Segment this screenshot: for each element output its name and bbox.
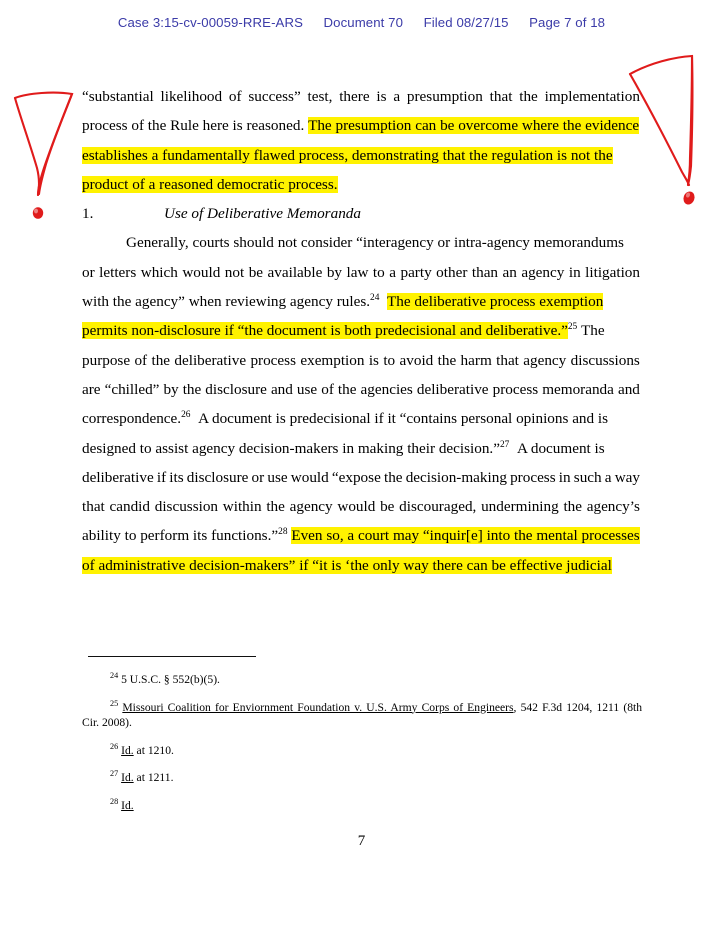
footnote-list [82,672,642,825]
page-number: 7 [357,833,366,849]
body-word: be [380,498,395,516]
body-word: that [489,88,513,105]
body-word: success” [248,88,301,105]
highlighted-text: Even so, a court may “inquir[e] into the mental processes [291,527,640,545]
body-text: process of the Rule here is reasoned. [82,117,309,135]
header-document-number: Document 70 [323,15,404,30]
body-word: “substantial [82,88,154,105]
highlighted-text: of administrative decision-makers” if “it is ‘the only way there can be effective judicial [82,556,612,574]
paragraph-success-test [82,82,640,199]
body-word: would [290,468,329,486]
body-word: process [510,468,556,486]
body-word: a [393,88,401,105]
body-word: would [337,498,376,516]
footnote-marker-25[interactable]: 25 [567,322,578,333]
footnote-id-short: Id. [121,771,134,784]
body-word: agency [523,351,567,369]
footnote-text: at 1211. [133,771,174,784]
body-line [82,258,640,287]
body-line [82,316,640,345]
body-word: such [573,468,602,486]
body-word: process [250,351,296,369]
body-text: with the agency” when reviewing agency rules. [82,293,371,311]
footnote-marker-28[interactable]: 28 [278,527,288,538]
body-word: likelihood [160,88,223,105]
body-word: process [492,380,539,398]
body-word: its [169,468,184,486]
body-word: in [558,468,571,486]
body-word: purpose [82,351,131,369]
body-word: there [339,88,370,105]
body-line [82,492,640,521]
body-word: “chilled” [104,380,160,398]
body-word: agency [289,498,333,516]
body-text: Generally, courts should not consider “interagency or intra-agency memorandums [126,234,624,252]
body-line [82,551,640,580]
body-line [82,346,640,375]
body-word: not [224,263,245,281]
body-word: or [82,263,95,281]
footnote-marker-27[interactable]: 27 [499,439,510,450]
body-word: memoranda [542,380,614,398]
footnote-text: at 1210. [133,743,174,757]
footnote-number: 24 [110,671,119,681]
body-word: avoid [399,351,434,369]
footnote-number: 26 [110,741,119,751]
body-word: and [270,380,293,398]
highlighted-text: The presumption can be overcome where the evidence [308,117,640,135]
body-word: the [266,498,285,516]
footnote-entry-24 [82,672,642,688]
body-word: the [151,351,171,369]
body-word: party [400,263,432,281]
highlighted-text: The deliberative process exemption [387,293,604,311]
body-line [82,521,640,550]
body-word: of [134,351,148,369]
body-word: way [614,468,640,486]
body-line [82,287,640,316]
body-word: to [383,351,396,369]
footnote-text: 5 U.S.C. § 552(b)(5). [121,673,220,686]
document-body [82,82,640,580]
body-text: A document is [516,439,605,457]
body-word: be [248,263,264,281]
highlighted-text: permits non-disclosure if “the document is both predecisional and deliberative.” [82,322,568,340]
body-word: the [383,468,403,486]
body-word: by [326,263,343,281]
footnote-entry-25 [82,700,642,731]
body-line [82,375,640,404]
body-word: deliberative [82,468,154,486]
footnote-id-short: Id. [121,743,134,757]
section-heading-number: 1. [82,205,94,223]
body-word: “expose [331,468,381,486]
body-word: disclosure [205,380,267,398]
body-word: other [436,263,468,281]
body-word: discussions [570,351,640,369]
body-word: the [337,380,357,398]
body-text: The [581,322,605,340]
body-word: disclosure [186,468,249,486]
body-word: decision-making [405,468,507,486]
body-word: law [346,263,369,281]
body-word: agencies [360,380,413,398]
body-word: candid [109,498,150,516]
highlighted-text: establishes a fundamentally flawed process, demonstrating that the regulation is not the [82,146,613,164]
footnote-entry-27 [82,770,642,786]
body-word: would [182,263,221,281]
body-word: use [267,468,288,486]
body-word: agency’s [586,498,640,516]
body-word: implementation [544,88,640,105]
body-word: an [502,263,517,281]
body-line [82,404,640,433]
body-word: a [389,263,396,281]
body-word: or [251,468,265,486]
body-word: if [156,468,167,486]
section-heading [82,199,640,228]
body-word: available [267,263,323,281]
body-word: of [321,380,334,398]
body-word: is [376,88,387,105]
body-word: that [82,498,105,516]
body-word: which [140,263,178,281]
header-filed-date: Filed 08/27/15 [423,15,509,30]
body-word: within [222,498,262,516]
body-word: exemption [300,351,365,369]
footnote-number: 27 [110,769,119,779]
footnote-marker-24[interactable]: 24 [370,293,380,304]
body-word: that [496,351,519,369]
section-heading-text: Use of Deliberative Memoranda [164,205,361,223]
body-word: litigation [585,263,640,281]
footnote-entry-28 [82,798,642,814]
body-word: test, [307,88,333,105]
body-word: agency [521,263,565,281]
body-line [82,82,640,111]
body-line [82,170,640,199]
header-case-number: Case 3:15-cv-00059-RRE-ARS [117,15,303,30]
body-word: the [437,351,457,369]
footnote-id-short: Id. [121,798,134,812]
paragraph-deliberative-memoranda [82,228,640,580]
body-text: correspondence. [82,410,182,428]
body-word: use [296,380,318,398]
body-text: designed to assist agency decision-makers in making their decision.” [82,439,500,457]
body-line [82,111,640,140]
footnote-number: 28 [110,796,119,806]
body-word: deliberative [416,380,489,398]
body-line [82,141,640,170]
footnote-text: , 542 F.3d 1204, 1211 (8th Cir. 2008). [82,700,643,729]
ecf-header-stamp [0,15,723,30]
body-word: and [617,380,640,398]
body-word: presumption [406,88,483,105]
red-annotation-mark-left [6,76,86,231]
body-line [82,228,640,257]
body-text: A document is predecisional if it “contains personal opinions and is [198,410,609,428]
footnote-marker-26[interactable]: 26 [181,410,191,421]
body-word: the [182,380,202,398]
body-word: discouraged, [399,498,477,516]
body-word: of [228,88,242,105]
highlighted-text: product of a reasoned democratic process. [82,175,338,193]
body-word: the [519,88,538,105]
body-word: than [471,263,499,281]
body-word: is [368,351,379,369]
body-text: ability to perform its functions.” [82,527,279,545]
body-word: the [563,498,582,516]
footnote-entry-26 [82,743,642,759]
body-word: a [604,468,612,486]
footnote-case-citation: Missouri Coalition for Enviornment Foundation v. U.S. Army Corps of Engineers [122,700,514,714]
body-word: discussion [154,498,219,516]
header-page-label: Page 7 of 18 [529,15,606,30]
body-line [82,463,640,492]
footnote-separator-rule [88,656,256,657]
body-word: by [163,380,179,398]
body-word: undermining [481,498,559,516]
body-word: deliberative [174,351,247,369]
body-word: harm [460,351,492,369]
body-word: letters [99,263,137,281]
footnote-number: 25 [110,698,119,708]
body-word: in [568,263,581,281]
body-word: are [82,380,101,398]
body-line [82,434,640,463]
body-word: to [372,263,385,281]
